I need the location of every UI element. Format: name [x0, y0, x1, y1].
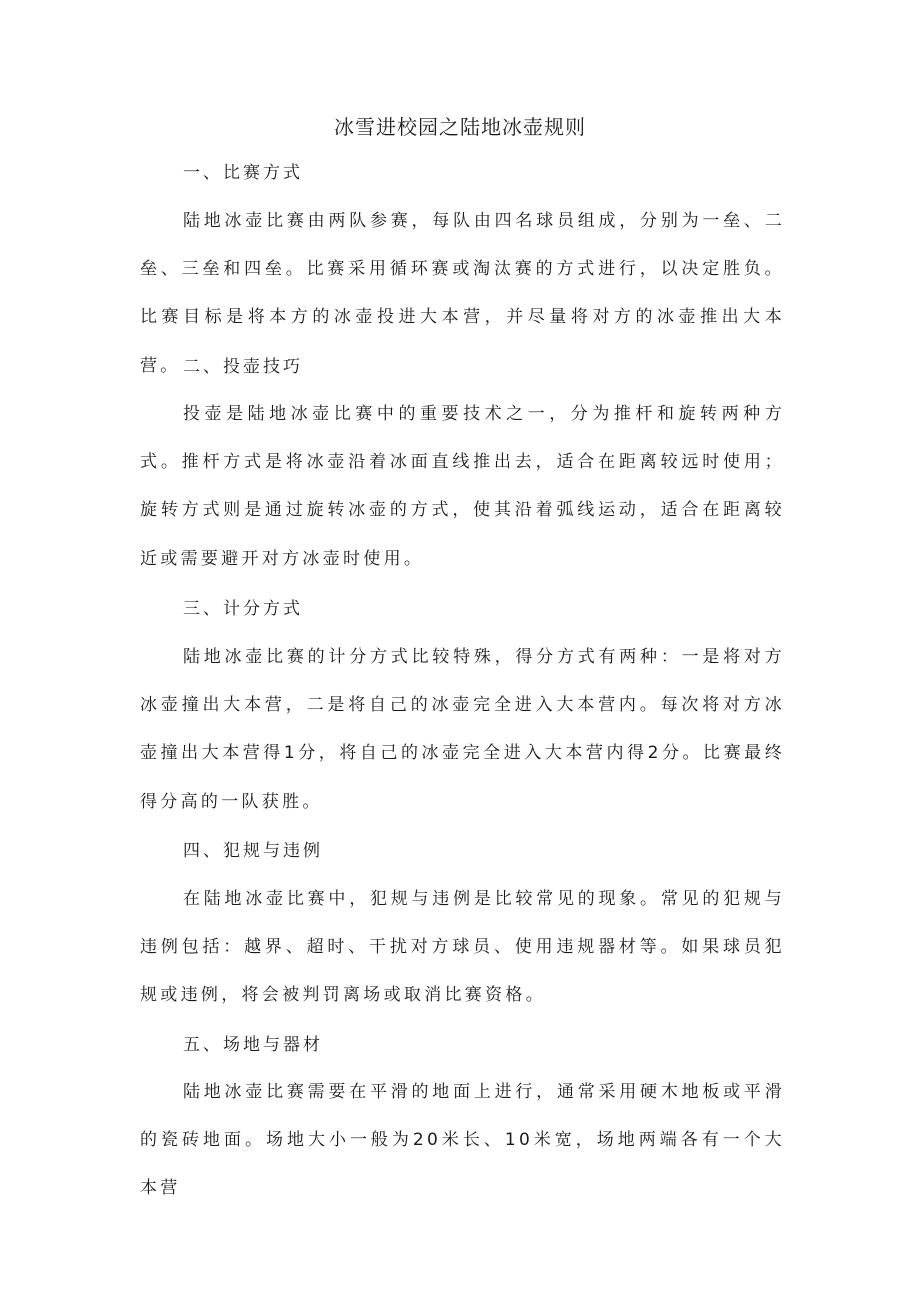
section-body-venue-equipment: 陆地冰壶比赛需要在平滑的地面上进行，通常采用硬木地板或平滑的瓷砖地面。场地大小一般为20米长、10米宽，场地两端各有一个大本营: [140, 1082, 785, 1199]
section-heading-venue-equipment: 五、场地与器材: [183, 1035, 323, 1055]
section-body-scoring: 陆地冰壶比赛的计分方式比较特殊，得分方式有两种：一是将对方冰壶撞出大本营，二是将自己的冰壶完全进入大本营内。每次将对方冰壶撞出大本营得1分，将自己的冰壶完全进入大本营内得2分。比赛最终得分高的一队获胜。: [140, 647, 785, 812]
section-body-match-format: 陆地冰壶比赛由两队参赛，每队由四名球员组成，分别为一垒、二垒、三垒和四垒。比赛采用循环赛或淘汰赛的方式进行，以决定胜负。比赛目标是将本方的冰壶投进大本营，并尽量将对方的冰壶推出大本营。: [140, 211, 785, 376]
section-heading-throwing-technique: 二、投壶技巧: [183, 357, 303, 377]
section-heading-match-format: 一、比赛方式: [183, 163, 303, 183]
section-heading-scoring: 三、计分方式: [183, 599, 303, 619]
section-body-fouls-violations: 在陆地冰壶比赛中，犯规与违例是比较常见的现象。常见的犯规与违例包括：越界、超时、干扰对方球员、使用违规器材等。如果球员犯规或违例，将会被判罚离场或取消比赛资格。: [140, 889, 785, 1006]
section-body-throwing-technique: 投壶是陆地冰壶比赛中的重要技术之一，分为推杆和旋转两种方式。推杆方式是将冰壶沿着冰面直线推出去，适合在距离较远时使用；旋转方式则是通过旋转冰壶的方式，使其沿着弧线运动，适合在距离较近或需要避开对方冰壶时使用。: [140, 404, 785, 569]
section-heading-fouls-violations: 四、犯规与违例: [183, 841, 323, 861]
document-title: 冰雪进校园之陆地冰壶规则: [334, 115, 586, 139]
